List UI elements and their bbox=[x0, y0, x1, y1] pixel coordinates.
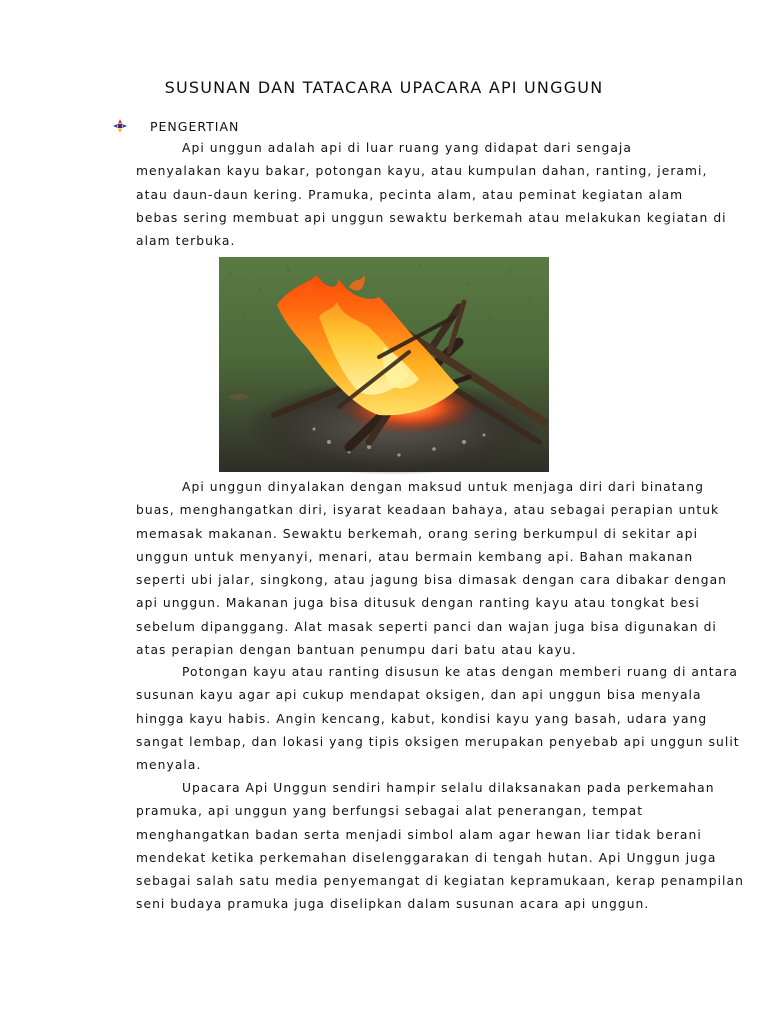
paragraph-line: sebelum dipanggang. Alat masak seperti panci dan wajan juga bisa digunakan di bbox=[136, 619, 717, 634]
paragraph-line: Api unggun dinyalakan dengan maksud untuk menjaga diri dari binatang bbox=[182, 480, 704, 494]
paragraph-arrangement bbox=[136, 661, 740, 777]
paragraph-line: sebagai salah satu media penyemangat di kegiatan kepramukaan, kerap penampilan bbox=[136, 874, 744, 889]
paragraph-line: seni budaya pramuka juga diselipkan dalam susunan acara api unggun. bbox=[136, 897, 650, 912]
paragraph-line: sangat lembap, dan lokasi yang tipis oksigen merupakan penyebab api unggun sulit bbox=[136, 734, 740, 749]
paragraph-line: menyalakan kayu bakar, potongan kayu, atau kumpulan dahan, ranting, jerami, bbox=[136, 164, 708, 179]
paragraph-line: bebas sering membuat api unggun sewaktu berkemah atau melakukan kegiatan di bbox=[136, 210, 727, 225]
page-title: SUSUNAN DAN TATACARA UPACARA API UNGGUN bbox=[164, 78, 604, 97]
campfire-photo bbox=[219, 257, 549, 472]
paragraph-line: alam terbuka. bbox=[136, 234, 236, 249]
paragraph-line: Potongan kayu atau ranting disusun ke atas dengan memberi ruang di antara bbox=[182, 665, 738, 679]
section-heading: PENGERTIAN bbox=[150, 118, 240, 134]
paragraph-definition bbox=[136, 137, 727, 253]
paragraph-ceremony bbox=[136, 777, 744, 917]
section-heading-row bbox=[112, 118, 239, 134]
paragraph-line: hingga kayu habis. Angin kencang, kabut, kondisi kayu yang basah, udara yang bbox=[136, 711, 708, 726]
paragraph-line: Api unggun adalah api di luar ruang yang didapat dari sengaja bbox=[182, 141, 632, 155]
paragraph-line: memasak makanan. Sewaktu berkemah, orang sering berkumpul di sekitar api bbox=[136, 526, 699, 541]
paragraph-purpose bbox=[136, 476, 727, 662]
paragraph-line: Upacara Api Unggun sendiri hampir selalu dilaksanakan pada perkemahan bbox=[182, 781, 715, 795]
paragraph-line: mendekat ketika perkemahan diselenggarakan di tengah hutan. Api Unggun juga bbox=[136, 850, 717, 865]
paragraph-line: menyala. bbox=[136, 758, 202, 773]
bullet-icon bbox=[112, 118, 128, 134]
paragraph-line: unggun untuk menyanyi, menari, atau bermain kembang api. Bahan makanan bbox=[136, 549, 694, 564]
paragraph-line: menghangatkan badan serta menjadi simbol alam agar hewan liar tidak berani bbox=[136, 827, 702, 842]
paragraph-line: api unggun. Makanan juga bisa ditusuk dengan ranting kayu atau tongkat besi bbox=[136, 596, 700, 611]
paragraph-line: susunan kayu agar api cukup mendapat oksigen, dan api unggun bisa menyala bbox=[136, 688, 702, 703]
paragraph-line: atas perapian dengan bantuan penumpu dari batu atau kayu. bbox=[136, 643, 577, 658]
paragraph-line: buas, menghangatkan diri, isyarat keadaan bahaya, atau sebagai perapian untuk bbox=[136, 503, 720, 518]
paragraph-line: atau daun-daun kering. Pramuka, pecinta alam, atau peminat kegiatan alam bbox=[136, 187, 684, 202]
paragraph-line: seperti ubi jalar, singkong, atau jagung bisa dimasak dengan cara dibakar dengan bbox=[136, 573, 727, 588]
paragraph-line: pramuka, api unggun yang berfungsi sebagai alat penerangan, tempat bbox=[136, 804, 644, 819]
